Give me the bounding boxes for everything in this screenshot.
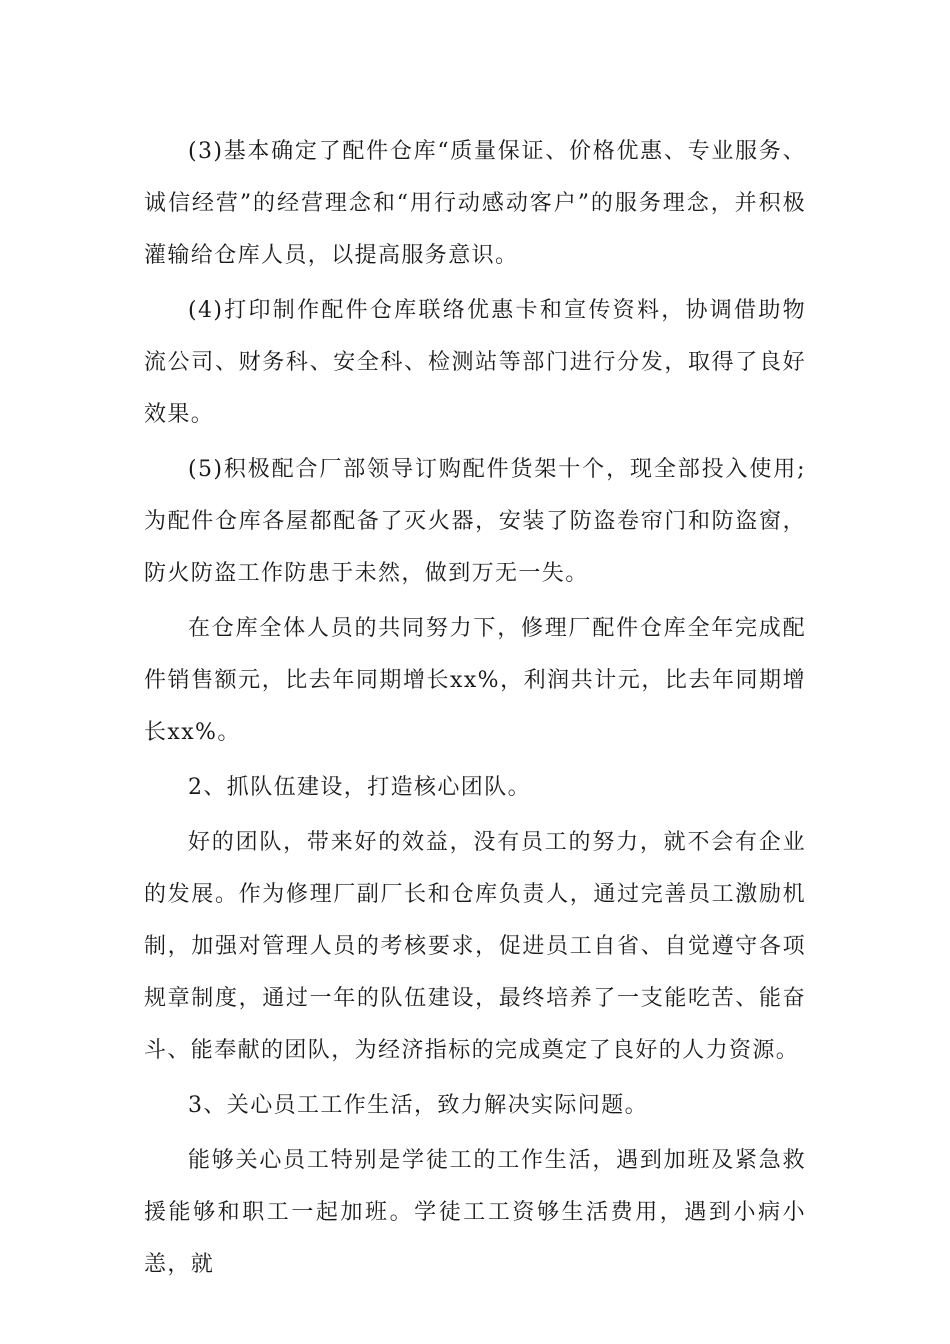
- section-heading-team-building: 2、抓队伍建设，打造核心团队。: [188, 775, 531, 800]
- paragraph-item-4: (4)打印制作配件仓库联络优惠卡和宣传资料，协调借助物流公司、财务科、安全科、检测站等部门进行分发，取得了良好效果。: [144, 298, 806, 427]
- paragraph-employee-care: 能够关心员工特别是学徒工的工作生活，遇到加班及紧急救援能够和职工一起加班。学徒工工资够生活费用，遇到小病小恙，就: [144, 1148, 806, 1277]
- document-body: [144, 126, 806, 1294]
- section-heading-employee-care: 3、关心员工工作生活，致力解决实际问题。: [188, 1093, 648, 1118]
- paragraph-item-3: (3)基本确定了配件仓库“质量保证、价格优惠、专业服务、诚信经营”的经营理念和“用行动感动客户”的服务理念，并积极灌输给仓库人员，以提高服务意识。: [144, 139, 806, 268]
- paragraph-sales-summary: 在仓库全体人员的共同努力下，修理厂配件仓库全年完成配件销售额元，比去年同期增长xx%，利润共计元，比去年同期增长xx%。: [144, 616, 806, 745]
- paragraph-item-5: (5)积极配合厂部领导订购配件货架十个，现全部投入使用;为配件仓库各屋都配备了灭火器，安装了防盗卷帘门和防盗窗，防火防盗工作防患于未然，做到万无一失。: [144, 457, 806, 586]
- paragraph-team-building: 好的团队，带来好的效益，没有员工的努力，就不会有企业的发展。作为修理厂副厂长和仓库负责人，通过完善员工激励机制，加强对管理人员的考核要求，促进员工自省、自觉遵守各项规章制度，通过一年的队伍建设，最终培养了一支能吃苦、能奋斗、能奉献的团队，为经济指标的完成奠定了良好的人力资源。: [144, 830, 806, 1063]
